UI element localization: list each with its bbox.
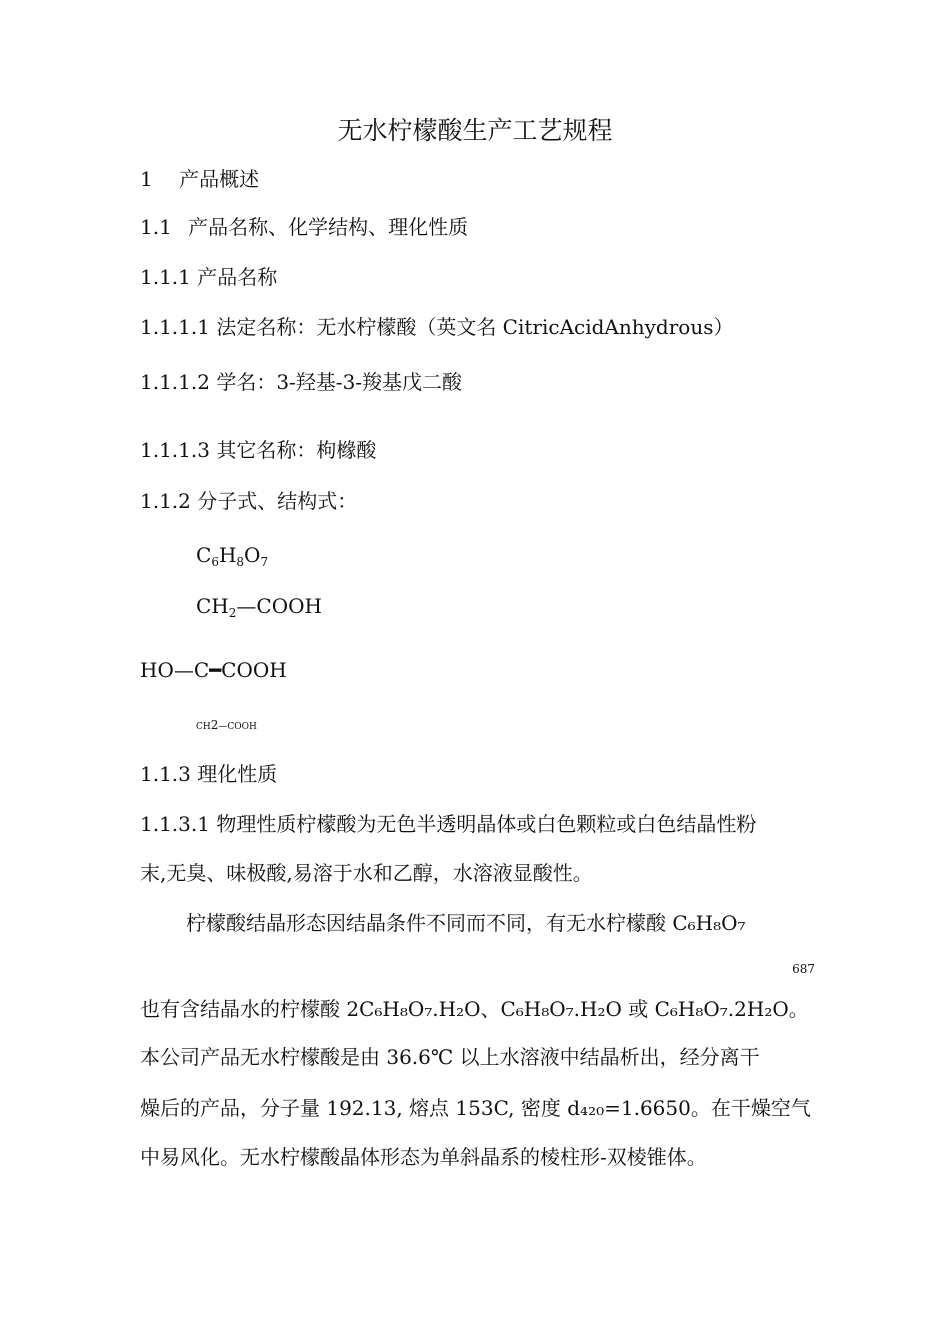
formula-element: O — [244, 543, 261, 567]
paragraph-4-line-2: 燥后的产品，分子量 192.13, 熔点 153C, 密度 d₄₂₀=1.6650。在干燥空气 — [140, 1096, 811, 1120]
structure-subscript: 2 — [210, 718, 219, 732]
scientific-name-line: 1.1.1.2 学名：3-羟基-3-羧基戊二酸 — [140, 370, 463, 394]
section-1-1-1-heading: 1.1.1 产品名称 — [140, 265, 278, 289]
structure-line-2: HO—C━COOH — [140, 658, 287, 682]
section-title: 产品名称、化学结构、理化性质 — [188, 215, 469, 239]
section-1-1-heading — [140, 214, 468, 240]
section-1-heading — [140, 166, 259, 192]
paragraph-4-line-1: 本公司产品无水柠檬酸是由 36.6℃ 以上水溶液中结晶析出，经分离干 — [140, 1045, 760, 1069]
legal-name-line: 1.1.1.1 法定名称：无水柠檬酸（英文名 CitricAcidAnhydrous） — [140, 315, 734, 339]
molecular-formula — [196, 542, 268, 575]
other-name-line: 1.1.1.3 其它名称：枸橼酸 — [140, 438, 377, 462]
paragraph-2-line-1: 柠檬酸结晶形态因结晶条件不同而不同，有无水柠檬酸 C₆H₈O₇ — [186, 911, 746, 935]
formula-element: H — [218, 543, 237, 567]
document-title: 无水柠檬酸生产工艺规程 — [337, 116, 613, 145]
page-number: 687 — [792, 962, 815, 976]
structure-line-1 — [196, 593, 322, 626]
structure-text: —COOH — [236, 594, 322, 618]
structure-subscript: 2 — [228, 606, 237, 620]
structure-text: —COOH — [218, 722, 257, 732]
paragraph-3-line-1: 也有含结晶水的柠檬酸 2C₆H₈O₇.H₂O、C₆H₈O₇.H₂O 或 C₆H₈O₇.2H₂O。 — [140, 997, 809, 1021]
paragraph-4-line-3: 中易风化。无水柠檬酸晶体形态为单斜晶系的棱柱形-双棱锥体。 — [140, 1145, 707, 1169]
structure-text: CH — [196, 722, 211, 732]
formula-subscript: 7 — [260, 555, 269, 569]
section-number: 1.1 — [140, 215, 172, 239]
structure-line-3 — [196, 718, 257, 734]
structure-text: CH — [196, 594, 229, 618]
section-1-1-3-heading: 1.1.3 理化性质 — [140, 762, 278, 786]
section-title: 产品概述 — [179, 167, 260, 191]
formula-subscript: 6 — [211, 555, 219, 569]
paragraph-1-line-2: 末,无臭、味极酸,易溶于水和乙醇，水溶液显酸性。 — [140, 861, 593, 885]
section-1-1-2-heading: 1.1.2 分子式、结构式： — [140, 489, 358, 513]
section-number: 1 — [140, 167, 153, 191]
paragraph-1-line-1: 1.1.3.1 物理性质柠檬酸为无色半透明晶体或白色颗粒或白色结晶性粉 — [140, 812, 757, 836]
formula-subscript: 8 — [236, 555, 245, 569]
formula-element: C — [196, 543, 212, 567]
